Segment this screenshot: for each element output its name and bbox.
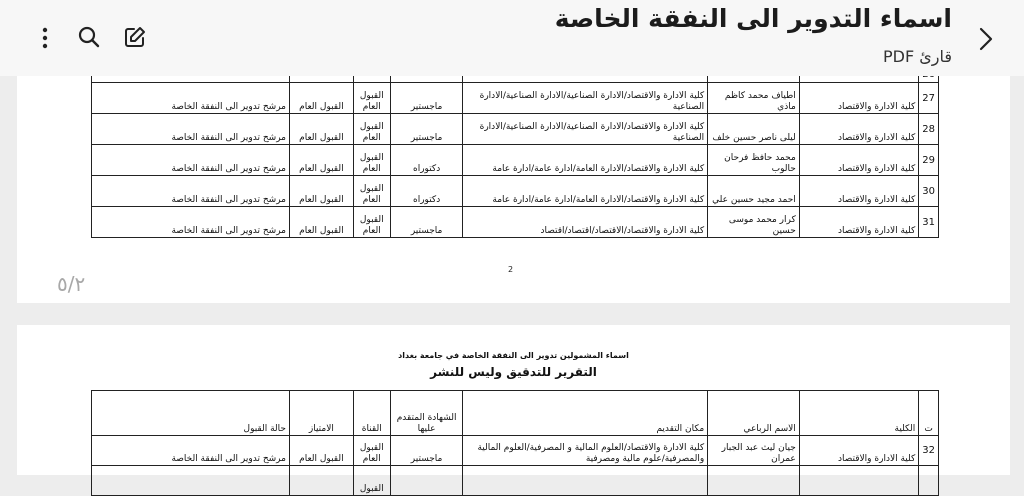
channel-cell: القبول — [353, 466, 390, 496]
college-cell: كلية الادارة والاقتصاد — [799, 83, 918, 114]
college-cell — [799, 466, 918, 496]
place-cell: كلية الادارة والاقتصاد/الاقتصاد/اقتصاد/اقتصاد — [463, 207, 708, 238]
table-row — [92, 83, 939, 114]
privilege-cell — [289, 466, 353, 496]
privilege-cell: القبول العام — [289, 83, 353, 114]
row-number: 29 — [919, 145, 939, 176]
header-degree: الشهادة المتقدم عليها — [390, 391, 463, 436]
name-cell: اطياف محمد كاظم ماذي — [708, 83, 800, 114]
privilege-cell: القبول العام — [289, 207, 353, 238]
row-number: 32 — [919, 436, 939, 466]
status-cell: مرشح تدوير الى النفقة الخاصة — [92, 207, 290, 238]
privilege-cell: القبول العام — [289, 176, 353, 207]
degree-cell: ماجستير — [390, 436, 463, 466]
search-button[interactable] — [76, 24, 102, 50]
students-table — [91, 390, 939, 496]
app-bar — [0, 0, 1024, 76]
channel-cell: القبول العام — [353, 176, 390, 207]
channel-cell: القبول العام — [353, 145, 390, 176]
privilege-cell: القبول العام — [289, 436, 353, 466]
table-row — [92, 114, 939, 145]
college-cell: كلية الادارة والاقتصاد — [799, 145, 918, 176]
name-cell — [708, 466, 800, 496]
status-cell: مرشح تدوير الى النفقة الخاصة — [92, 145, 290, 176]
pdf-page-3[interactable] — [17, 325, 1010, 494]
channel-cell: القبول العام — [353, 83, 390, 114]
table-row — [92, 466, 939, 496]
back-chevron-icon — [979, 27, 993, 51]
students-table — [91, 66, 939, 238]
status-cell: مرشح تدوير الى النفقة الخاصة — [92, 436, 290, 466]
row-number: 31 — [919, 207, 939, 238]
row-number: 27 — [919, 83, 939, 114]
row-number: 28 — [919, 114, 939, 145]
page-indicator: ٥/٢ — [57, 272, 86, 296]
table-header-row — [92, 391, 939, 436]
channel-cell: القبول العام — [353, 114, 390, 145]
header-num: ت — [919, 391, 939, 436]
place-cell: كلية الادارة والاقتصاد/الادارة الصناعية/الادارة الصناعية/الادارة الصناعية — [463, 114, 708, 145]
table-row — [92, 145, 939, 176]
name-cell: ليلى ناصر حسين خلف — [708, 114, 800, 145]
privilege-cell: القبول العام — [289, 145, 353, 176]
status-cell: مرشح تدوير الى النفقة الخاصة — [92, 176, 290, 207]
table-row — [92, 436, 939, 466]
table-row — [92, 207, 939, 238]
college-cell: كلية الادارة والاقتصاد — [799, 207, 918, 238]
document-title: اسماء التدوير الى النفقة الخاصة — [554, 4, 952, 33]
degree-cell: ماجستير — [390, 83, 463, 114]
name-cell: كرار محمد موسى حسين — [708, 207, 800, 238]
place-cell: كلية الادارة والاقتصاد/الادارة العامة/ادارة عامة/ادارة عامة — [463, 145, 708, 176]
name-cell: احمد مجيد حسين علي — [708, 176, 800, 207]
row-number: 30 — [919, 176, 939, 207]
channel-cell: القبول العام — [353, 436, 390, 466]
place-cell — [463, 466, 708, 496]
header-college: الكلية — [799, 391, 918, 436]
row-number — [919, 466, 939, 496]
table-row — [92, 176, 939, 207]
header-place: مكان التقديم — [463, 391, 708, 436]
college-cell: كلية الادارة والاقتصاد — [799, 114, 918, 145]
channel-cell: القبول العام — [353, 207, 390, 238]
pdf-page-2[interactable] — [17, 60, 1010, 303]
degree-cell: دكتوراه — [390, 145, 463, 176]
status-cell: مرشح تدوير الى النفقة الخاصة — [92, 114, 290, 145]
header-status: حالة القبول — [92, 391, 290, 436]
header-channel: القناة — [353, 391, 390, 436]
privilege-cell: القبول العام — [289, 114, 353, 145]
degree-cell: ماجستير — [390, 207, 463, 238]
degree-cell: ماجستير — [390, 114, 463, 145]
search-icon — [77, 25, 101, 49]
back-button[interactable] — [974, 24, 998, 54]
place-cell: كلية الادارة والاقتصاد/الادارة الصناعية/الادارة الصناعية/الادارة الصناعية — [463, 83, 708, 114]
college-cell: كلية الادارة والاقتصاد — [799, 176, 918, 207]
header-privilege: الامتياز — [289, 391, 353, 436]
place-cell: كلية الادارة والاقتصاد/العلوم المالية و المصرفية/العلوم المالية والمصرفية/علوم مالية ومصرفية — [463, 436, 708, 466]
app-subtitle: قارئ PDF — [882, 47, 952, 66]
degree-cell: دكتوراه — [390, 176, 463, 207]
college-cell: كلية الادارة والاقتصاد — [799, 436, 918, 466]
page-footer-number: 2 — [508, 265, 514, 274]
edit-icon — [123, 25, 147, 49]
name-cell: جيان ليث عبد الجبار عمران — [708, 436, 800, 466]
document-subheading: التقرير للتدقيق وليس للنشر — [430, 365, 597, 379]
more-options-button[interactable] — [36, 24, 54, 52]
more-vert-icon — [42, 27, 48, 49]
degree-cell — [390, 466, 463, 496]
status-cell: مرشح تدوير الى النفقة الخاصة — [92, 83, 290, 114]
status-cell — [92, 466, 290, 496]
place-cell: كلية الادارة والاقتصاد/الادارة العامة/ادارة عامة/ادارة عامة — [463, 176, 708, 207]
document-heading: اسماء المشمولين تدوير الى النفقة الخاصة في جامعة بغداد — [398, 351, 629, 360]
header-name: الاسم الرباعي — [708, 391, 800, 436]
name-cell: محمد حافظ فرحان حالوب — [708, 145, 800, 176]
edit-button[interactable] — [122, 24, 148, 50]
